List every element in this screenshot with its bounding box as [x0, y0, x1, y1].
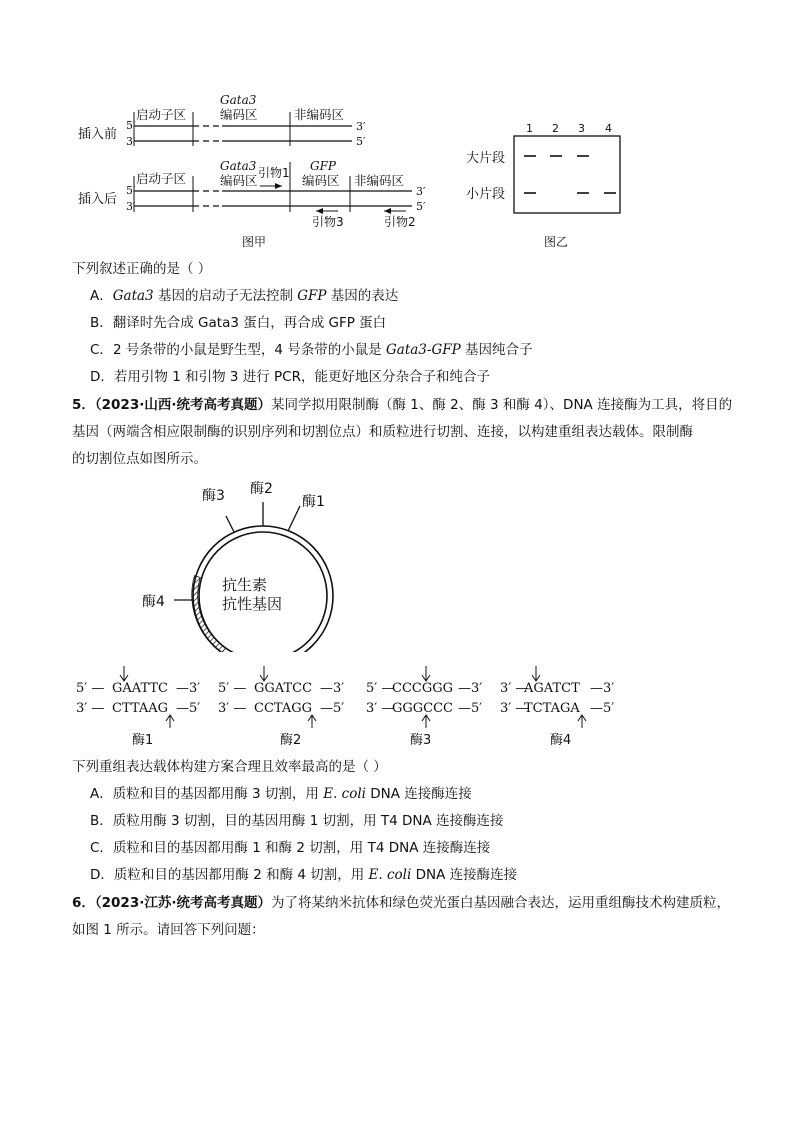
site-top-seq: CCCGGG — [392, 681, 453, 696]
svg-text:—3′: —3′ — [320, 681, 345, 696]
site-bottom-seq: CCTAGG — [254, 701, 313, 716]
q4-option-a — [90, 286, 398, 306]
q5-text: 某同学拟用限制酶（酶 1、酶 2、酶 3 和酶 4）、DNA 连接酶为工具，将目的 — [270, 397, 733, 413]
site-enzyme3 — [366, 666, 482, 748]
svg-text:3′ —: 3′ — — [218, 701, 247, 716]
option-text: 若用引物 1 和引物 3 进行 PCR，能更好地区分杂合子和纯合子 — [113, 369, 490, 385]
small-fragment-label: 小片段 — [466, 187, 506, 202]
coding-label: 编码区 — [220, 107, 258, 122]
svg-text:—5′: —5′ — [320, 701, 345, 716]
option-letter: C． — [90, 840, 113, 856]
figure-a-caption: 图甲 — [242, 235, 267, 249]
site-bottom-seq: TCTAGA — [524, 701, 580, 716]
enzyme1-label: 酶1 — [302, 494, 325, 510]
q6-line1 — [72, 893, 730, 913]
q4-option-d — [90, 367, 490, 387]
option-letter: C． — [90, 342, 113, 358]
primer1-label: 引物1 — [258, 166, 290, 180]
five-prime-label: 5′ — [416, 200, 426, 213]
figure-b-caption: 图乙 — [544, 235, 569, 249]
enzyme3-label: 酶3 — [202, 488, 225, 504]
option-text: 质粒和目的基因都用酶 3 切割，用 — [112, 786, 324, 802]
svg-text:5′ —: 5′ — — [76, 681, 105, 696]
option-text: 基因纯合子 — [460, 342, 533, 358]
three-prime-label: 3′ — [416, 185, 426, 198]
q5-line1 — [72, 395, 732, 415]
gata3-label: Gata3 — [220, 93, 257, 107]
option-letter: A． — [90, 288, 113, 304]
site-bottom-seq: CTTAAG — [112, 701, 168, 716]
three-prime-label: 3′ — [126, 200, 136, 213]
q5-option-b — [90, 811, 504, 831]
site-top-seq: AGATCT — [524, 681, 580, 696]
three-prime-label: 3′ — [126, 135, 136, 148]
option-text: 2 号条带的小鼠是野生型，4 号条带的小鼠是 — [112, 342, 386, 358]
q5-line2: 基因（两端含相应限制酶的识别序列和切割位点）和质粒进行切割、连接，以构建重组表达载体。限制酶 — [72, 424, 693, 440]
lane-label: 2 — [552, 122, 559, 135]
option-term: Gata3 — [112, 288, 154, 304]
option-text: 翻译时先合成 Gata3 蛋白，再合成 GFP 蛋白 — [112, 315, 387, 331]
q4-option-c — [90, 340, 533, 360]
lane-label: 1 — [526, 122, 533, 135]
option-letter: B． — [90, 813, 113, 829]
option-text: 基因的表达 — [326, 288, 399, 304]
figure-a — [70, 88, 440, 258]
q5-option-d — [90, 865, 517, 885]
five-prime-label: 5′ — [356, 135, 366, 148]
q4-option-b — [90, 313, 386, 333]
site-top-seq: GGATCC — [254, 681, 313, 696]
svg-text:—5′: —5′ — [458, 701, 483, 716]
site-enzyme2 — [218, 666, 344, 748]
option-text: 基因的启动子无法控制 — [153, 288, 298, 304]
coding-label: 编码区 — [302, 173, 340, 188]
gfp-label: GFP — [310, 159, 336, 173]
promoter-label: 启动子区 — [136, 107, 187, 122]
svg-text:—3′: —3′ — [458, 681, 483, 696]
option-text: DNA 连接酶连接 — [411, 867, 518, 883]
site-enzyme4 — [500, 666, 614, 748]
large-fragment-label: 大片段 — [466, 151, 506, 166]
promoter-label: 启动子区 — [136, 171, 187, 186]
label-after: 插入后 — [78, 192, 118, 207]
option-text: DNA 连接酶连接 — [365, 786, 472, 802]
svg-text:5′ —: 5′ — — [218, 681, 247, 696]
q5-stem: 下列重组表达载体构建方案合理且效率最高的是（ ） — [72, 759, 387, 775]
lane-label: 3 — [578, 122, 585, 135]
restriction-sites — [70, 664, 650, 750]
noncoding-label: 非编码区 — [354, 173, 405, 188]
q5-head: 5．（2023·山西·统考高考真题） — [72, 397, 271, 413]
q6-line2: 如图 1 所示。请回答下列问题： — [72, 922, 265, 938]
site-name: 酶2 — [280, 733, 302, 748]
site-name: 酶4 — [550, 733, 572, 748]
option-term: Gata3-GFP — [386, 342, 461, 358]
site-top-seq: GAATTC — [112, 681, 168, 696]
option-letter: D． — [90, 867, 114, 883]
noncoding-label: 非编码区 — [294, 107, 345, 122]
svg-text:3′ —: 3′ — — [500, 701, 529, 716]
svg-text:—5′: —5′ — [176, 701, 201, 716]
site-bottom-seq: GGGCCC — [392, 701, 453, 716]
enzyme2-label: 酶2 — [250, 481, 273, 497]
primer3-label: 引物3 — [312, 215, 344, 229]
option-term: E. coli — [368, 867, 412, 883]
site-enzyme1 — [76, 666, 200, 748]
gata3-label: Gata3 — [220, 159, 257, 173]
option-text: 质粒和目的基因都用酶 1 和酶 2 切割，用 T4 DNA 连接酶连接 — [112, 840, 491, 856]
q5-option-a — [90, 784, 472, 804]
option-letter: B． — [90, 315, 113, 331]
three-prime-label: 3′ — [356, 120, 366, 133]
plasmid-diagram — [130, 472, 390, 652]
svg-text:3′ —: 3′ — — [366, 701, 395, 716]
option-letter: A． — [90, 786, 113, 802]
resistance-gene-label: 抗生素 — [222, 576, 268, 594]
lane-label: 4 — [605, 122, 612, 135]
five-prime-label: 5′ — [126, 119, 136, 132]
svg-text:—5′: —5′ — [590, 701, 615, 716]
label-before: 插入前 — [78, 127, 118, 142]
svg-text:3′ —: 3′ — — [500, 681, 529, 696]
q6-head: 6．（2023·江苏·统考高考真题） — [72, 895, 271, 911]
coding-label: 编码区 — [220, 173, 258, 188]
svg-text:3′ —: 3′ — — [76, 701, 105, 716]
q5-line3: 的切割位点如图所示。 — [72, 451, 207, 467]
resistance-gene-label-2: 抗性基因 — [222, 595, 283, 613]
option-term: E. coli — [323, 786, 366, 802]
q5-option-c — [90, 838, 490, 858]
site-name: 酶3 — [410, 733, 432, 748]
q6-text: 为了将某纳米抗体和绿色荧光蛋白基因融合表达，运用重组酶技术构建质粒， — [270, 895, 730, 911]
svg-text:5′ —: 5′ — — [366, 681, 395, 696]
site-name: 酶1 — [132, 733, 154, 748]
svg-text:—3′: —3′ — [176, 681, 201, 696]
option-letter: D． — [90, 369, 114, 385]
option-term: GFP — [297, 288, 327, 304]
five-prime-label: 5′ — [126, 184, 136, 197]
option-text: 质粒用酶 3 切割，目的基因用酶 1 切割，用 T4 DNA 连接酶连接 — [112, 813, 504, 829]
primer2-label: 引物2 — [384, 215, 416, 229]
svg-text:—3′: —3′ — [590, 681, 615, 696]
option-text: 质粒和目的基因都用酶 2 和酶 4 切割，用 — [113, 867, 369, 883]
enzyme4-label: 酶4 — [142, 594, 165, 610]
figure-b — [462, 112, 632, 252]
q4-stem: 下列叙述正确的是（ ） — [72, 261, 212, 277]
